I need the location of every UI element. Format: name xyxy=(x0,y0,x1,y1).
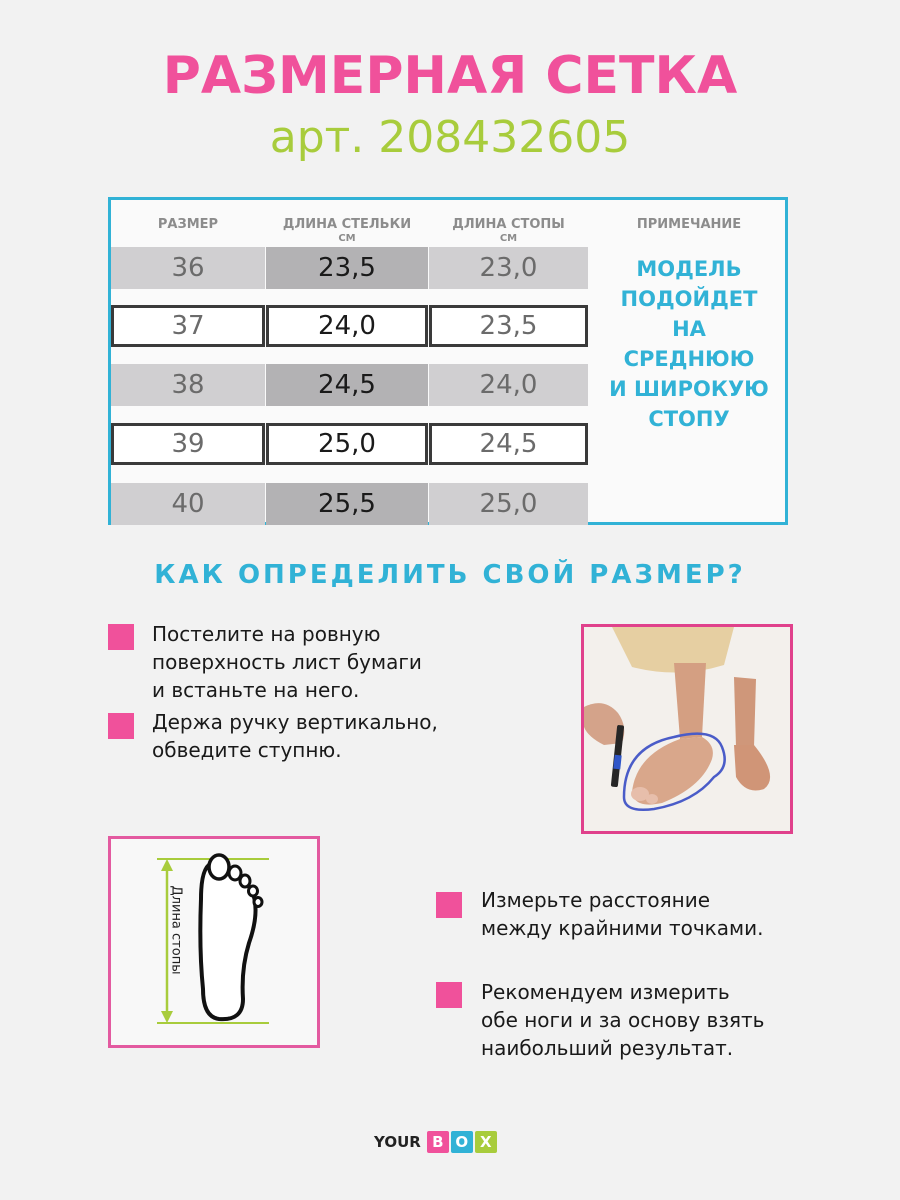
column-header-note xyxy=(596,218,782,232)
foot-tracing-illustration xyxy=(584,627,790,831)
insole-length-cell: 25,5 xyxy=(266,483,428,525)
bullet-square-icon xyxy=(436,982,462,1008)
column-header-size xyxy=(111,218,265,232)
insole-length-cell: 23,5 xyxy=(266,247,428,289)
column-header-insole-unit: СМ xyxy=(338,233,356,244)
step-1-text xyxy=(152,620,422,704)
page-title: РАЗМЕРНАЯ СЕТКА xyxy=(162,46,738,106)
insole-length-cell: 24,5 xyxy=(266,364,428,406)
brand-logo xyxy=(374,1128,497,1156)
fit-note-line: НА xyxy=(672,317,706,341)
column-header-foot-unit: СМ xyxy=(499,233,518,244)
bullet-square-icon xyxy=(108,713,134,739)
logo-letter: O xyxy=(451,1131,473,1153)
bullet-square-icon xyxy=(108,624,134,650)
step-3-text xyxy=(481,886,763,942)
step-line: Держа ручку вертикально, xyxy=(152,710,438,734)
size-cell: 38 xyxy=(111,364,265,406)
step-line: Измерьте расстояние xyxy=(481,888,711,912)
step-line: поверхность лист бумаги xyxy=(152,650,422,674)
column-header-size-label: РАЗМЕР xyxy=(157,217,219,232)
foot-measure-diagram xyxy=(108,836,320,1048)
column-header-foot-label: ДЛИНА СТОПЫ xyxy=(452,217,565,232)
step-line: Постелите на ровную xyxy=(152,622,381,646)
logo-prefix: YOUR xyxy=(374,1133,421,1151)
foot-length-cell: 24,5 xyxy=(429,423,588,465)
size-cell: 39 xyxy=(111,423,265,465)
howto-title: КАК ОПРЕДЕЛИТЬ СВОЙ РАЗМЕР? xyxy=(154,560,746,590)
step-line: Рекомендуем измерить xyxy=(481,980,730,1004)
column-header-foot xyxy=(429,218,588,246)
column-header-insole xyxy=(266,218,428,246)
foot-length-cell: 25,0 xyxy=(429,483,588,525)
logo-letter: X xyxy=(475,1131,497,1153)
column-header-note-label: ПРИМЕЧАНИЕ xyxy=(636,217,742,232)
step-line: обведите ступню. xyxy=(152,738,342,762)
step-line: между крайними точками. xyxy=(481,916,764,940)
foot-length-cell: 24,0 xyxy=(429,364,588,406)
size-cell: 37 xyxy=(111,305,265,347)
foot-outline-icon xyxy=(111,839,317,1045)
fit-note xyxy=(596,254,782,434)
fit-note-line: МОДЕЛЬ xyxy=(636,257,742,281)
foot-length-label: Длина стопы xyxy=(168,885,184,975)
step-line: и встаньте на него. xyxy=(152,678,360,702)
fit-note-line: ПОДОЙДЕТ xyxy=(620,287,758,311)
fit-note-line: СРЕДНЮЮ xyxy=(623,347,755,371)
logo-letter: B xyxy=(427,1131,449,1153)
size-cell: 40 xyxy=(111,483,265,525)
article-number: арт. 208432605 xyxy=(269,112,631,163)
foot-length-cell: 23,0 xyxy=(429,247,588,289)
column-header-insole-label: ДЛИНА СТЕЛЬКИ xyxy=(282,217,412,232)
fit-note-line: И ШИРОКУЮ xyxy=(609,377,769,401)
step-2-text xyxy=(152,708,438,764)
step-4-text xyxy=(481,978,764,1062)
insole-length-cell: 24,0 xyxy=(266,305,428,347)
bullet-square-icon xyxy=(436,892,462,918)
fit-note-line: СТОПУ xyxy=(648,407,730,431)
size-cell: 36 xyxy=(111,247,265,289)
insole-length-cell: 25,0 xyxy=(266,423,428,465)
step-line: наибольший результат. xyxy=(481,1036,734,1060)
step-line: обе ноги и за основу взять xyxy=(481,1008,765,1032)
foot-length-cell: 23,5 xyxy=(429,305,588,347)
foot-tracing-photo xyxy=(581,624,793,834)
